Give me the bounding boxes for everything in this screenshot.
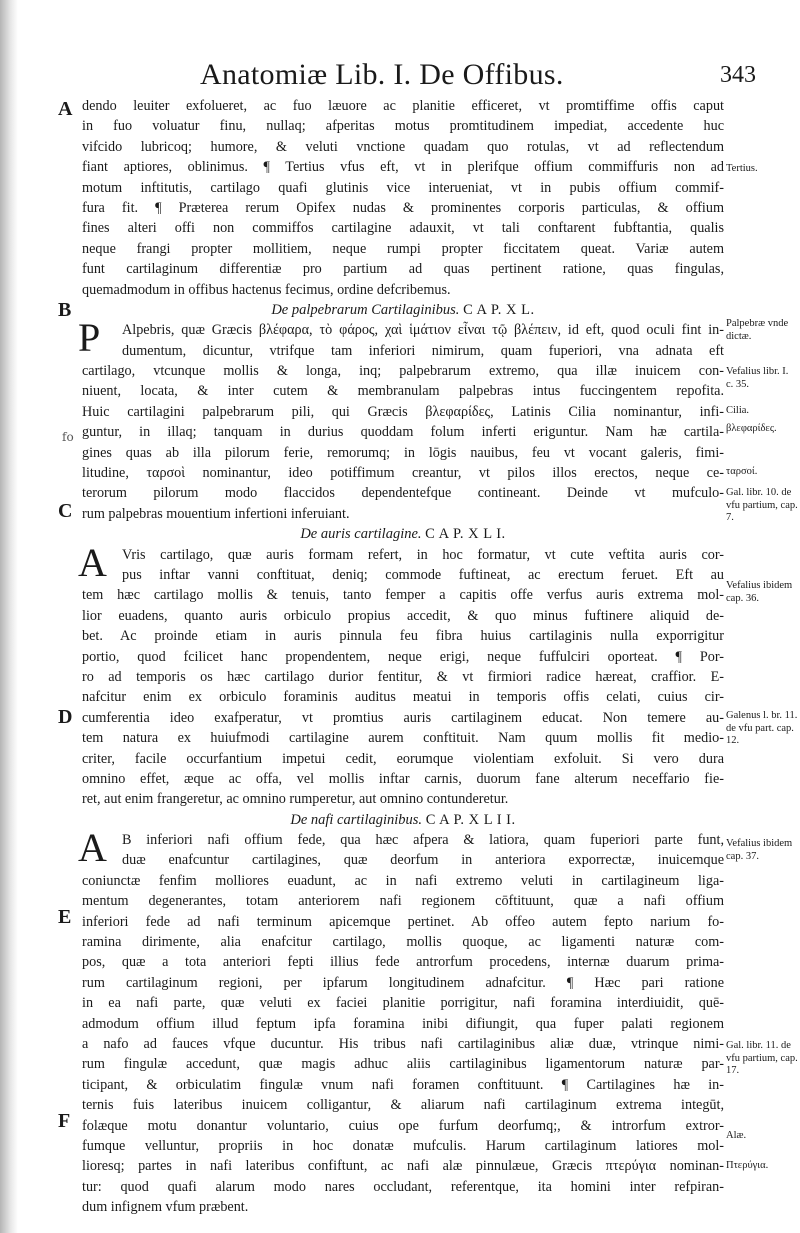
text-line: lior euadens, quanto auris orbiculo propius accedit, & quo minus fuftinere aliquid de- [82,607,724,624]
margin-note: Vefalius ibidem cap. 36. [726,580,793,604]
margin-note: Alæ. [726,1130,747,1141]
text-line: bet. Ac proinde etiam in auris pinnula feu fibra huius cartilaginis nulla exporrigitur [82,628,724,645]
text-line: fura fit. ¶ Præterea rerum Opifex nudas & prominentes corporis particulas, & offium [82,199,724,216]
text-line: pus inftar vanni conftituat, deniq; commode fuftineat, ac erectum feruet. Eft au [122,566,724,583]
running-title: Anatomiæ Lib. I. De Offibus. [200,58,564,91]
text-line: a nafo ad fauces vfque ducuntur. His tribus nafi cartilaginibus aliæ duæ, vtrinque nimi- [82,1035,724,1052]
text-line: in fuo voluatur finu, nullaq; afperitas motus promtitudinem impediat, accedente huc [82,118,724,135]
text-line: Vris cartilago, quæ auris formam refert, in hoc formatur, vt cute veftita auris cor- [122,546,724,563]
chapter-number: C A P. X L I I. [425,811,516,828]
paragraph-4 [78,825,724,1217]
paragraph-3 [78,539,724,810]
chapter-heading-40 [82,300,724,320]
text-line: portio, quod fcilicet hanc propendentem, neque erigi, neque fuffulciri oporteat. ¶ Por- [82,648,724,665]
margin-note: Vefalius libr. I. c. 35. [726,366,789,390]
page-number: 343 [720,62,756,88]
text-line: fiant aptiores, oblinimus. ¶ Tertius vfus eft, vt in plerifque offium commiffuris non ad [82,159,724,176]
margin-note: Gal. libr. 11. de vfu partium, cap. 17. [726,1040,798,1077]
text-line: motum inftitutis, cartilago quafi glutinis vice interueniat, vt in pubis offium commif- [82,179,724,196]
margin-letter-f: F [58,1110,71,1132]
drop-cap: P [78,315,101,361]
text-line: litudine, ταρσοὶ nominantur, ideo potiffimum creantur, vt pilos illos erectos, neque ce- [82,465,724,482]
chapter-heading-42 [82,810,724,830]
text-line: tem natura ex huiufmodi cartilagine aurem conftituit. Nam quum mollis fit medio- [82,730,724,747]
text-line: ticipant, & orbiculatim fingulæ vnum nafi foramen conftituunt. ¶ Cartilagines hæ in- [82,1076,724,1093]
page-header [200,58,760,98]
margin-note: Palpebræ vnde dictæ. [726,318,789,342]
margin-note: Πτερύγια. [726,1160,769,1171]
chapter-title: De auris cartilagine. [300,526,422,543]
text-line: neque frangi propter mollitiem, neque rumpi propter ficcitatem queat. Variæ autem [82,240,724,257]
margin-letter-a: A [58,98,73,120]
text-line: ret, aut enim frangeretur, ac omnino rumperetur, aut omnino contunderetur. [82,791,509,808]
chapter-number: C A P. X L. [463,301,535,318]
text-line: omnino effet, æque ac offa, vel mollis inftar carnis, duorum fane alterum neceffario fie- [82,770,724,787]
margin-letter-b: B [58,299,72,321]
text-line: tur: quod quafi alarum modo nares occludant, referentque, ita homini inter refpiran- [82,1178,724,1195]
text-line: in ea nafi parte, quæ veluti ex faciei planitie porrigitur, nafi foramina interdiuidit, quē- [82,995,724,1012]
text-line: dum infignem vfum præbent. [82,1199,249,1216]
text-line: fumque velluntur, propriis in hoc donatæ mufculis. Harum cartilaginum latiores mol- [82,1137,724,1154]
text-line: nafcitur enim ex orbiculo foraminis auditus meatui in temporis offis celati, cuius cir- [82,689,724,706]
text-line: niuent, locata, & inter cutem & membranulam palpebras intus fuccingentem repofita. [82,383,724,400]
text-line: ternis fuis lateribus inuicem colligantur, & aliarum nafi cartilaginum extrema integūt, [82,1097,724,1114]
text-line: guntur, in illaq; tanquam in durius quoddam folum inferti eriguntur. Nam hæ cartila- [82,424,724,441]
text-line: quemadmodum in offibus hactenus fecimus, ordine defcribemus. [82,281,451,298]
text-line: rum cartilaginum regioni, per ipfarum longitudinem adnafcitur. ¶ Hæc pari ratione [82,974,724,991]
chapter-title: De palpebrarum Cartilaginibus. [271,301,460,318]
margin-letter-e: E [58,906,72,928]
text-line: B inferiori nafi offium fede, qua hæc afpera & latiora, quam fuperiori parte funt, [122,832,724,849]
chapter-heading-41 [82,524,724,544]
text-line: rum palpebras mouentium infertioni inferuiant. [82,505,350,522]
paragraph-1 [82,96,724,300]
text-line: dendo leuiter exfolueret, ac fuo læuore ac planitie efficeret, vt promtiffime offis caput [82,98,724,114]
text-line: admodum offium illud feptum ipfa foramina inibi difiungit, qua fuper palati regionem [82,1015,724,1032]
text-line: lioresq; partes in nafi lateribus confiftunt, ac nafi alæ pinnulæue, Græcis πτερύγια nominan- [82,1158,724,1175]
chapter-number: C A P. X L I. [425,526,506,543]
margin-note: Vefalius ibidem cap. 37. [726,838,793,862]
main-text [78,96,724,1217]
text-line: criter, facile occurfantium impetui cedit, eorumque violentiam exfoluit. Si vero dura [82,750,724,767]
text-line: fines alteri offi non commiffos cartilagine adauxit, vt tali conftarent fubftantia, qualis [82,220,724,237]
text-line: duæ enafcuntur cartilagines, quæ deorfum in anteriora exporrectæ, inuicemque [122,852,724,869]
text-line: Huic cartilagini palpebrarum pili, qui Græcis βλεφαρίδες, Latinis Cilia nominantur, infi- [82,403,724,420]
text-line: mentum degenerantes, totam anteriorem nafi regionem cōftituunt, quæ a nafi offium [82,893,724,910]
text-line: gines quas ab illa pilorum ferie, remorumq; in lōgis nauibus, feu vt vocant galeris, fimi- [82,444,724,461]
text-line: cumferentia ideo exafperatur, vt promtius auris cartilaginem educat. Non temere au- [82,709,724,726]
text-line: tem hæc cartilago mollis & tenuis, tanto femper a capitis offe verfus auris extrema mol- [82,587,724,604]
margin-letter-c: C [58,500,73,522]
text-line: terorum pilorum modo flaccidos dependentefque contineant. Deinde vt mufculo- [82,485,724,502]
margin-note: Cilia. [726,405,750,416]
paragraph-2 [78,315,724,524]
page-edge-shadow [0,0,18,1233]
chapter-title: De nafi cartilaginibus. [290,811,423,828]
text-line: vifcido lubricoq; humore, & veluti vnctione quadam quo rotulas, vt ad reflectendum [82,138,724,155]
text-line: rum fingulæ accedunt, quæ magis adhuc aliis cartilaginibus ligamentorum naturæ par- [82,1056,724,1073]
stray-mark: fo [62,430,74,444]
drop-cap: A [78,539,107,585]
text-line: cartilago, vtcunque mollis & longa, inq; palpebrarum extremo, qua illæ inuicem con- [82,363,724,380]
drop-cap: A [78,825,107,871]
text-line: coniunctæ fenfim molliores euadunt, ac in nafi extremo veluti in cartilagineum liga- [82,872,724,889]
margin-note: ταρσοί. [726,466,758,477]
text-line: ramina dirimente, alia enafcitur cartilago, mollis quoque, ac ligamenti naturæ com- [82,934,724,951]
margin-letter-d: D [58,706,73,728]
margin-note: βλεφαρίδες. [726,423,777,434]
text-line: ro ad temporis os hæc cartilago durior fentitur, & vt firmiori radice hæreat, craffior. E- [82,668,724,685]
text-line: dumentum, dicuntur, vtrifque tam inferiori nimirum, quam fuperiori, vna adnata eft [122,342,724,359]
text-line: inferiori fede ad nafi terminum apicemque pertinet. Ab offeo autem fepto narium fo- [82,913,724,930]
text-line: folæque motu donantur voluntario, cuius ope furfum deorfumq;, & introrfum extror- [82,1117,724,1134]
text-line: Alpebris, quæ Græcis βλέφαρα, τὸ φάρος, χαὶ ἱμάτιον εἶναι τῷ βλέπειν, id eft, quod oculi fint in- [122,322,724,339]
text-line: pos, quæ a tota anteriori fepti illius fede antrorfum procedens, internæ duarum prima- [82,954,724,971]
text-line: funt cartilaginum differentiæ pro partium ad quas pertinent ratione, quas fingulas, [82,261,724,278]
margin-note: Galenus l. br. 11. de vfu part. cap. 12. [726,710,798,747]
margin-note: Tertius. [726,163,758,174]
margin-note: Gal. libr. 10. de vfu partium, cap. 7. [726,487,798,524]
